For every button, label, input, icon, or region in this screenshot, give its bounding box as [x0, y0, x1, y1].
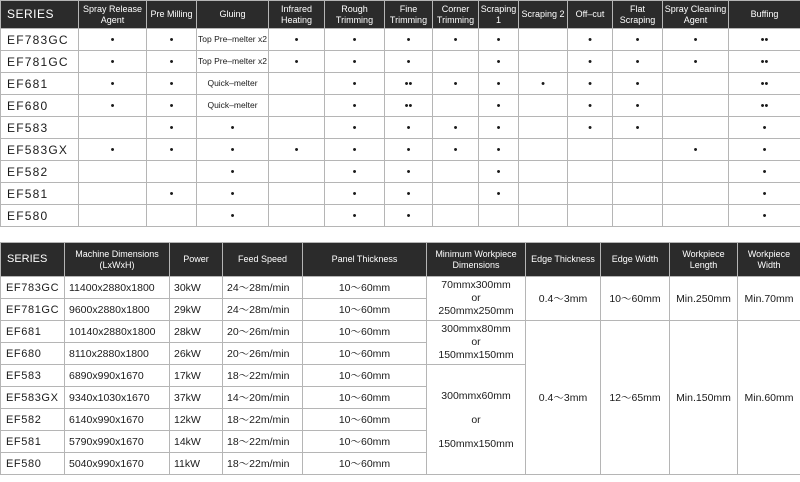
feature-cell-gluing: •	[197, 183, 269, 205]
feature-cell-off-cut	[568, 183, 613, 205]
feature-cell-off-cut: •	[568, 29, 613, 51]
feature-cell-fine-trimming: •	[385, 29, 433, 51]
feature-header-gluing: Gluing	[197, 1, 269, 29]
feature-cell-spray-release-agent: •	[79, 51, 147, 73]
feature-cell-fine-trimming: •	[385, 139, 433, 161]
feature-cell-corner-trimming: •	[433, 29, 479, 51]
feature-cell-pre-milling: •	[147, 117, 197, 139]
feature-cell-pre-milling: •	[147, 95, 197, 117]
spec-edge-thickness-group-2: 0.4～3mm	[526, 321, 601, 475]
feature-cell-flat-scraping: •	[613, 117, 663, 139]
feature-cell-spray-cleaning-agent	[663, 95, 729, 117]
spec-workpiece-width-group-1: Min.70mm	[738, 277, 800, 321]
spec-feed-speed: 18～22m/min	[223, 409, 303, 431]
feature-cell-corner-trimming: •	[433, 117, 479, 139]
spec-power: 37kW	[170, 387, 223, 409]
feature-cell-scraping-1: •	[479, 161, 519, 183]
feature-cell-fine-trimming: •	[385, 51, 433, 73]
spec-power: 30kW	[170, 277, 223, 299]
feature-cell-gluing: Quick–melter	[197, 73, 269, 95]
spec-panel-thickness: 10～60mm	[303, 277, 427, 299]
spec-panel-thickness: 10～60mm	[303, 453, 427, 475]
min-workpiece-or: or	[471, 292, 481, 304]
spec-row	[1, 321, 800, 343]
feature-cell-rough-trimming: •	[325, 205, 385, 227]
spec-power: 14kW	[170, 431, 223, 453]
feature-cell-pre-milling: •	[147, 29, 197, 51]
feature-cell-rough-trimming: •	[325, 29, 385, 51]
spec-feed-speed: 24～28m/min	[223, 299, 303, 321]
spec-model: EF680	[1, 343, 65, 365]
spec-feed-speed: 24～28m/min	[223, 277, 303, 299]
feature-cell-off-cut: •	[568, 73, 613, 95]
spec-model: EF580	[1, 453, 65, 475]
feature-cell-fine-trimming: ••	[385, 73, 433, 95]
feature-cell-flat-scraping: •	[613, 29, 663, 51]
min-workpiece-line2: 150mmx150mm	[438, 349, 514, 361]
feature-header-off-cut: Off–cut	[568, 1, 613, 29]
spec-dimensions: 10140x2880x1800	[65, 321, 170, 343]
spec-workpiece-length-group-2: Min.150mm	[670, 321, 738, 475]
spec-row	[1, 277, 800, 299]
feature-cell-spray-cleaning-agent	[663, 183, 729, 205]
spec-header-series: SERIES	[1, 243, 65, 277]
spec-header-workpiece-width: Workpiece Width	[738, 243, 800, 277]
spec-power: 26kW	[170, 343, 223, 365]
feature-cell-scraping-2	[519, 205, 568, 227]
feature-cell-scraping-1: •	[479, 73, 519, 95]
spec-feed-speed: 20～26m/min	[223, 343, 303, 365]
feature-cell-gluing: Top Pre–melter x2	[197, 29, 269, 51]
feature-cell-gluing: Top Pre–melter x2	[197, 51, 269, 73]
spec-feed-speed: 20～26m/min	[223, 321, 303, 343]
feature-cell-spray-cleaning-agent: •	[663, 139, 729, 161]
feature-row	[1, 95, 800, 117]
spec-edge-thickness-group-1: 0.4～3mm	[526, 277, 601, 321]
feature-cell-pre-milling	[147, 205, 197, 227]
feature-cell-spray-release-agent: •	[79, 139, 147, 161]
feature-model: EF680	[1, 95, 79, 117]
spec-workpiece-width-group-2: Min.60mm	[738, 321, 800, 475]
feature-cell-spray-release-agent: •	[79, 95, 147, 117]
feature-cell-fine-trimming: •	[385, 161, 433, 183]
feature-cell-scraping-1: •	[479, 95, 519, 117]
min-workpiece-line2: 150mmx150mm	[438, 437, 514, 450]
min-workpiece-line1: 300mmx80mm	[441, 323, 511, 335]
feature-cell-scraping-1: •	[479, 29, 519, 51]
feature-header-spray-release-agent: Spray Release Agent	[79, 1, 147, 29]
feature-row	[1, 73, 800, 95]
feature-cell-gluing: •	[197, 161, 269, 183]
feature-header-scraping-2: Scraping 2	[519, 1, 568, 29]
feature-cell-rough-trimming: •	[325, 161, 385, 183]
feature-cell-rough-trimming: •	[325, 73, 385, 95]
feature-cell-flat-scraping	[613, 205, 663, 227]
feature-cell-buffing: •	[729, 117, 800, 139]
feature-cell-buffing: ••	[729, 73, 800, 95]
spec-dimensions: 9600x2880x1800	[65, 299, 170, 321]
min-workpiece-line1: 300mmx60mm	[441, 389, 511, 402]
spec-edge-width-group-2: 12～65mm	[601, 321, 670, 475]
spec-panel-thickness: 10～60mm	[303, 343, 427, 365]
spec-header-feed-speed: Feed Speed	[223, 243, 303, 277]
feature-row	[1, 139, 800, 161]
feature-cell-infrared-heating: •	[269, 29, 325, 51]
feature-cell-buffing: •	[729, 161, 800, 183]
spec-table	[0, 242, 800, 475]
feature-cell-pre-milling: •	[147, 51, 197, 73]
feature-cell-spray-release-agent	[79, 117, 147, 139]
min-workpiece-line1: 70mmx300mm	[441, 279, 511, 291]
spec-power: 28kW	[170, 321, 223, 343]
feature-header-series: SERIES	[1, 1, 79, 29]
spec-workpiece-length-group-1: Min.250mm	[670, 277, 738, 321]
feature-cell-flat-scraping: •	[613, 51, 663, 73]
feature-row	[1, 117, 800, 139]
feature-cell-off-cut: •	[568, 117, 613, 139]
feature-cell-infrared-heating	[269, 205, 325, 227]
feature-model: EF681	[1, 73, 79, 95]
spec-model: EF781GC	[1, 299, 65, 321]
feature-cell-scraping-1: •	[479, 183, 519, 205]
feature-model: EF781GC	[1, 51, 79, 73]
spec-min-workpiece-group-3	[427, 365, 526, 475]
feature-cell-fine-trimming: ••	[385, 95, 433, 117]
feature-cell-rough-trimming: •	[325, 183, 385, 205]
feature-cell-spray-cleaning-agent	[663, 117, 729, 139]
feature-cell-flat-scraping	[613, 139, 663, 161]
feature-cell-spray-release-agent	[79, 161, 147, 183]
feature-cell-flat-scraping: •	[613, 95, 663, 117]
spec-feed-speed: 14～20m/min	[223, 387, 303, 409]
feature-cell-scraping-2	[519, 183, 568, 205]
feature-cell-infrared-heating	[269, 95, 325, 117]
spec-power: 11kW	[170, 453, 223, 475]
spec-model: EF581	[1, 431, 65, 453]
feature-cell-rough-trimming: •	[325, 51, 385, 73]
feature-cell-fine-trimming: •	[385, 205, 433, 227]
spec-panel-thickness: 10～60mm	[303, 387, 427, 409]
feature-cell-corner-trimming	[433, 183, 479, 205]
spec-model: EF583GX	[1, 387, 65, 409]
feature-cell-buffing: •	[729, 183, 800, 205]
feature-header-fine-trimming: Fine Trimming	[385, 1, 433, 29]
spec-model: EF583	[1, 365, 65, 387]
feature-cell-scraping-2: •	[519, 73, 568, 95]
spec-header-dimensions: Machine Dimensions (LxWxH)	[65, 243, 170, 277]
feature-cell-infrared-heating	[269, 73, 325, 95]
feature-cell-gluing: •	[197, 117, 269, 139]
feature-cell-spray-cleaning-agent	[663, 205, 729, 227]
feature-cell-buffing: ••	[729, 51, 800, 73]
feature-cell-scraping-1: •	[479, 51, 519, 73]
spec-header-edge-thickness: Edge Thickness	[526, 243, 601, 277]
feature-cell-buffing: •	[729, 139, 800, 161]
feature-header-flat-scraping: Flat Scraping	[613, 1, 663, 29]
feature-model: EF581	[1, 183, 79, 205]
feature-row	[1, 183, 800, 205]
feature-cell-pre-milling	[147, 161, 197, 183]
feature-cell-fine-trimming: •	[385, 117, 433, 139]
feature-cell-scraping-2	[519, 117, 568, 139]
feature-cell-flat-scraping	[613, 183, 663, 205]
spec-feed-speed: 18～22m/min	[223, 365, 303, 387]
spec-power: 17kW	[170, 365, 223, 387]
spec-header-panel-thickness: Panel Thickness	[303, 243, 427, 277]
feature-cell-infrared-heating	[269, 183, 325, 205]
feature-cell-spray-release-agent: •	[79, 73, 147, 95]
feature-cell-scraping-2	[519, 51, 568, 73]
spec-panel-thickness: 10～60mm	[303, 409, 427, 431]
spec-model: EF783GC	[1, 277, 65, 299]
min-workpiece-line2: 250mmx250mm	[438, 305, 514, 317]
spec-dimensions: 11400x2880x1800	[65, 277, 170, 299]
feature-cell-flat-scraping	[613, 161, 663, 183]
feature-header-rough-trimming: Rough Trimming	[325, 1, 385, 29]
feature-cell-gluing: Quick–melter	[197, 95, 269, 117]
feature-cell-corner-trimming	[433, 95, 479, 117]
feature-header-spray-cleaning-agent: Spray Cleaning Agent	[663, 1, 729, 29]
feature-cell-scraping-2	[519, 139, 568, 161]
feature-model: EF583	[1, 117, 79, 139]
spec-panel-thickness: 10～60mm	[303, 431, 427, 453]
spec-panel-thickness: 10～60mm	[303, 299, 427, 321]
spec-model: EF582	[1, 409, 65, 431]
feature-row	[1, 51, 800, 73]
feature-cell-off-cut	[568, 139, 613, 161]
feature-cell-rough-trimming: •	[325, 117, 385, 139]
min-workpiece-or: or	[471, 336, 481, 348]
feature-model: EF583GX	[1, 139, 79, 161]
feature-cell-pre-milling: •	[147, 183, 197, 205]
feature-cell-infrared-heating: •	[269, 139, 325, 161]
spec-panel-thickness: 10～60mm	[303, 321, 427, 343]
feature-cell-rough-trimming: •	[325, 95, 385, 117]
feature-model: EF582	[1, 161, 79, 183]
feature-cell-gluing: •	[197, 139, 269, 161]
spec-dimensions: 8110x2880x1800	[65, 343, 170, 365]
feature-row	[1, 161, 800, 183]
feature-cell-corner-trimming	[433, 161, 479, 183]
feature-header-row	[1, 1, 800, 29]
feature-row	[1, 205, 800, 227]
feature-cell-rough-trimming: •	[325, 139, 385, 161]
feature-model: EF783GC	[1, 29, 79, 51]
feature-cell-spray-release-agent	[79, 205, 147, 227]
feature-cell-scraping-1: •	[479, 139, 519, 161]
spec-min-workpiece-group-1	[427, 277, 526, 321]
spec-power: 12kW	[170, 409, 223, 431]
spec-feed-speed: 18～22m/min	[223, 453, 303, 475]
feature-cell-corner-trimming	[433, 205, 479, 227]
spec-header-power: Power	[170, 243, 223, 277]
feature-header-infrared-heating: Infrared Heating	[269, 1, 325, 29]
feature-cell-scraping-2	[519, 29, 568, 51]
feature-cell-off-cut: •	[568, 95, 613, 117]
feature-cell-fine-trimming: •	[385, 183, 433, 205]
feature-cell-corner-trimming	[433, 51, 479, 73]
feature-cell-gluing: •	[197, 205, 269, 227]
feature-cell-infrared-heating: •	[269, 51, 325, 73]
feature-cell-infrared-heating	[269, 161, 325, 183]
feature-table	[0, 0, 800, 227]
spec-dimensions: 5790x990x1670	[65, 431, 170, 453]
spec-header-min-workpiece: Minimum Workpiece Dimensions	[427, 243, 526, 277]
feature-cell-off-cut	[568, 205, 613, 227]
feature-cell-pre-milling: •	[147, 139, 197, 161]
feature-cell-spray-cleaning-agent: •	[663, 29, 729, 51]
feature-cell-buffing: ••	[729, 95, 800, 117]
spec-panel-thickness: 10～60mm	[303, 365, 427, 387]
feature-cell-corner-trimming: •	[433, 139, 479, 161]
feature-cell-scraping-2	[519, 161, 568, 183]
spec-feed-speed: 18～22m/min	[223, 431, 303, 453]
spec-header-edge-width: Edge Width	[601, 243, 670, 277]
feature-cell-buffing: ••	[729, 29, 800, 51]
spec-dimensions: 6890x990x1670	[65, 365, 170, 387]
min-workpiece-or: or	[471, 413, 481, 426]
feature-header-scraping-1: Scraping 1	[479, 1, 519, 29]
feature-cell-corner-trimming: •	[433, 73, 479, 95]
spec-dimensions: 5040x990x1670	[65, 453, 170, 475]
feature-cell-spray-cleaning-agent	[663, 161, 729, 183]
spec-min-workpiece-group-2	[427, 321, 526, 365]
spec-model: EF681	[1, 321, 65, 343]
feature-cell-infrared-heating	[269, 117, 325, 139]
feature-cell-spray-release-agent	[79, 183, 147, 205]
feature-cell-spray-release-agent: •	[79, 29, 147, 51]
feature-cell-pre-milling: •	[147, 73, 197, 95]
feature-row	[1, 29, 800, 51]
feature-cell-off-cut	[568, 161, 613, 183]
feature-cell-spray-cleaning-agent: •	[663, 51, 729, 73]
spec-dimensions: 6140x990x1670	[65, 409, 170, 431]
feature-cell-spray-cleaning-agent	[663, 73, 729, 95]
feature-header-corner-trimming: Corner Trimming	[433, 1, 479, 29]
feature-header-buffing: Buffing	[729, 1, 800, 29]
feature-header-pre-milling: Pre Milling	[147, 1, 197, 29]
spec-edge-width-group-1: 10～60mm	[601, 277, 670, 321]
spec-power: 29kW	[170, 299, 223, 321]
feature-cell-flat-scraping: •	[613, 73, 663, 95]
feature-model: EF580	[1, 205, 79, 227]
feature-cell-scraping-2	[519, 95, 568, 117]
spec-header-row	[1, 243, 800, 277]
feature-cell-scraping-1: •	[479, 117, 519, 139]
feature-cell-buffing: •	[729, 205, 800, 227]
feature-cell-scraping-1	[479, 205, 519, 227]
spec-dimensions: 9340x1030x1670	[65, 387, 170, 409]
spec-header-workpiece-length: Workpiece Length	[670, 243, 738, 277]
feature-cell-off-cut: •	[568, 51, 613, 73]
